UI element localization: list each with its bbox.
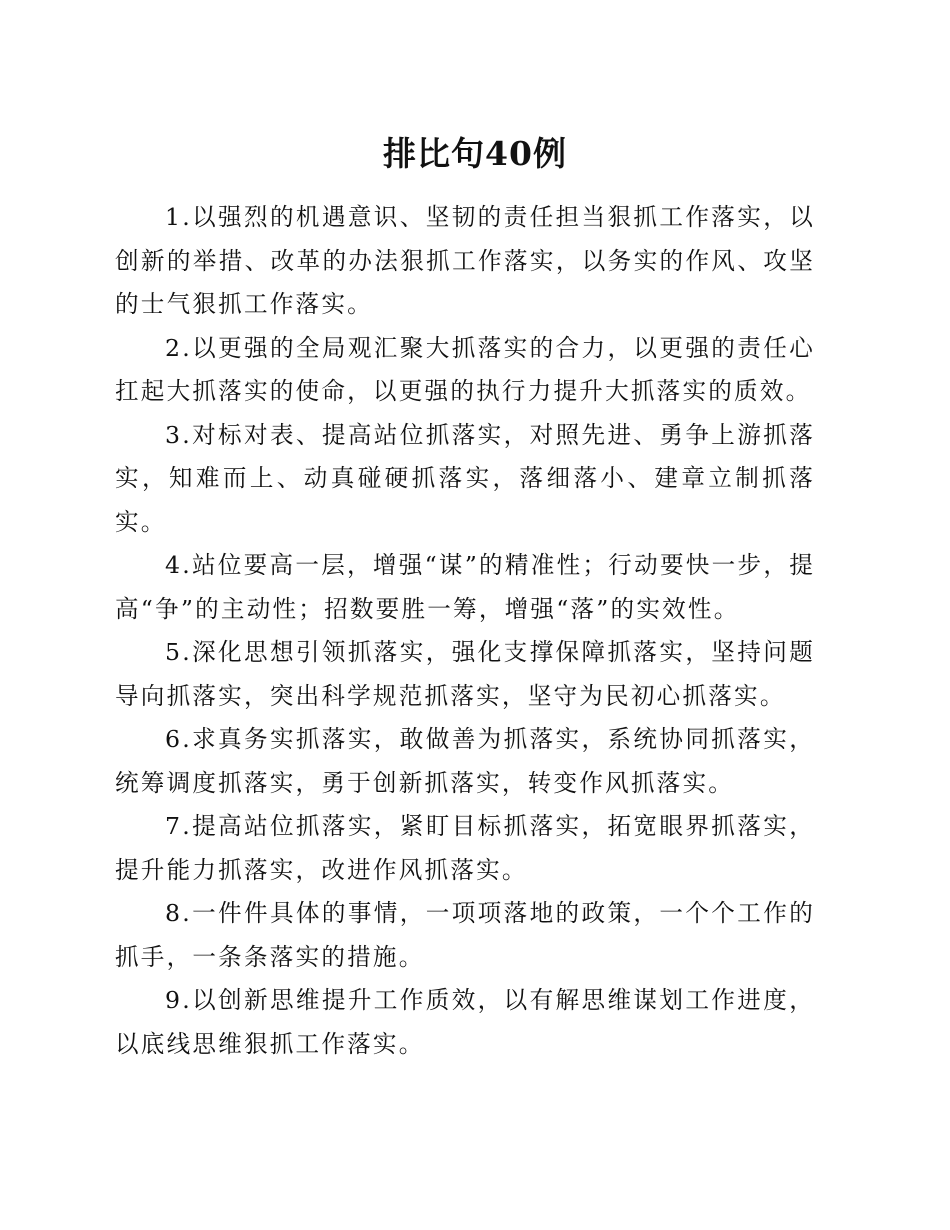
paragraph-3: 3.对标对表、提高站位抓落实，对照先进、勇争上游抓落实，知难而上、动真碰硬抓落实，落细落小、建章立制抓落实。 (115, 420, 815, 536)
document-title: 排比句40例 (383, 134, 567, 173)
paragraph-6: 6.求真务实抓落实，敢做善为抓落实，系统协同抓落实，统筹调度抓落实，勇于创新抓落实，转变作风抓落实。 (115, 725, 815, 797)
paragraph-7: 7.提高站位抓落实，紧盯目标抓落实，拓宽眼界抓落实，提升能力抓落实，改进作风抓落实。 (115, 812, 815, 884)
paragraph-2: 2.以更强的全局观汇聚大抓落实的合力，以更强的责任心扛起大抓落实的使命，以更强的执行力提升大抓落实的质效。 (115, 333, 815, 405)
paragraph-4: 4.站位要高一层，增强“谋”的精准性；行动要快一步，提高“争”的主动性；招数要胜一筹，增强“落”的实效性。 (115, 551, 815, 623)
paragraph-8: 8.一件件具体的事情，一项项落地的政策，一个个工作的抓手，一条条落实的措施。 (115, 899, 815, 971)
paragraph-9: 9.以创新思维提升工作质效，以有解思维谋划工作进度，以底线思维狠抓工作落实。 (115, 986, 815, 1058)
paragraph-5: 5.深化思想引领抓落实，强化支撑保障抓落实，坚持问题导向抓落实，突出科学规范抓落实，坚守为民初心抓落实。 (115, 638, 815, 710)
document-body (115, 196, 815, 1066)
paragraph-1: 1.以强烈的机遇意识、坚韧的责任担当狠抓工作落实，以创新的举措、改革的办法狠抓工作落实，以务实的作风、攻坚的士气狠抓工作落实。 (115, 203, 815, 318)
